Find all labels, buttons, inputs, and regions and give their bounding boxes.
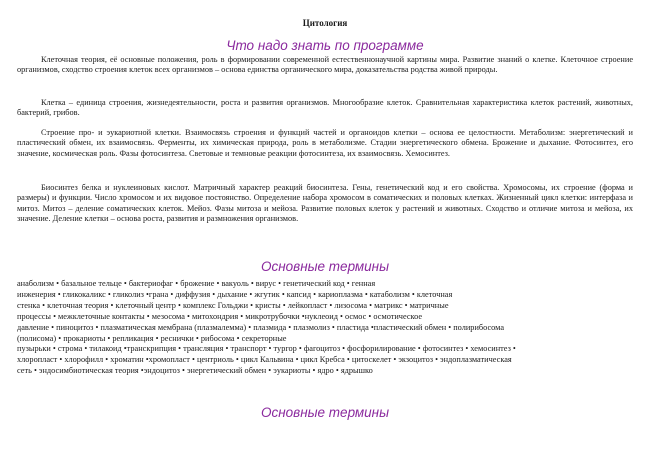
program-heading: Что надо знать по программе: [226, 38, 424, 53]
terms-line: инженерия • гликокаликс • гликолиз •грана • диффузия • дыхание • жгутик • капсид • кариоплазма • катаболизм • клеточная: [17, 289, 453, 299]
paragraph-cell-unit: Клетка – единица строения, жизнедеятельности, роста и развития организмов. Многообразие клеток. Сравнительная характеристика клеток растений, животных, бактерий, грибов.: [17, 98, 633, 118]
document-title: Цитология: [302, 18, 348, 28]
terms-line: (полисома) • прокариоты • репликация • реснички • рибосома • секреторные: [17, 333, 287, 343]
terms-heading-repeat: Основные термины: [260, 405, 390, 420]
terms-line: анаболизм • базальное тельце • бактериофаг • брожение • вакуоль • вирус • генетический код • генная: [17, 279, 376, 288]
terms-line: пузырьки • строма • тилакоид •транскрипция • трансляция • транспорт • тургор • фагоцитоз • фосфорилирование • фотосинтез • хемосинтез •: [17, 344, 516, 354]
terms-line: стенка • клеточная теория • клеточный центр • комплекс Гольджи • кристы • лейкопласт • лизосома • матрикс • матричные: [17, 300, 449, 310]
terms-line: хлоропласт • хлорофилл • хроматин •хромопласт • центриоль • цикл Кальвина • цикл Кребса • цитоскелет • экзоцитоз • эндоплазматическая: [17, 355, 512, 365]
paragraph-cell-theory: Клеточная теория, её основные положения, роль в формировании современной естественнонаучной картины мира. Развитие знаний о клетке. Клеточное строение организмов, сходство строения клеток всех организмов – основа единства органического мира, доказательства родства живой природы.: [17, 55, 633, 75]
terms-line: процессы • межклеточные контакты • мезосома • митохондрия • микротрубочки •нуклеоид • осмос • осмотическое: [17, 311, 423, 321]
terms-line: давление • пиноцитоз • плазматическая мембрана (плазмалемма) • плазмида • плазмолиз • пластида •пластический обмен • полирибосома: [17, 322, 505, 332]
paragraph-cell-structure: Строение про- и эукариотной клетки. Взаимосвязь строения и функций частей и органоидов клетки – основа ее целостности. Метаболизм: энергетический и пластический обмен, их взаимосвязь. Ферменты, их химическая природа, роль в метаболизме. Стадии энергетического обмена. Брожение и дыхание. Фотосинтез, его значение, космическая роль. Фазы фотосинтеза. Световые и темновые реакции фотосинтеза, их взаимосвязь. Хемосинтез.: [17, 128, 633, 158]
terms-list: [17, 279, 637, 377]
paragraph-biosynthesis: Биосинтез белка и нуклеиновых кислот. Матричный характер реакций биосинтеза. Гены, генетический код и его свойства. Хромосомы, их строение (форма и размеры) и функции. Число хромосом и их видовое постоянство. Определение набора хромосом в соматических и половых клетках. Жизненный цикл клетки: интерфаза и митоз. Митоз – деление соматических клеток. Мейоз. Фазы митоза и мейоза. Развитие половых клеток у растений и животных. Сходство и отличие митоза и мейоза, их значение. Деление клетки – основа роста, развития и размножения организмов.: [17, 183, 633, 224]
terms-heading: Основные термины: [260, 259, 390, 274]
terms-line: сеть • эндосимбиотическая теория •эндоцитоз • энергетический обмен • эукариоты • ядро • ядрышко: [17, 366, 373, 376]
